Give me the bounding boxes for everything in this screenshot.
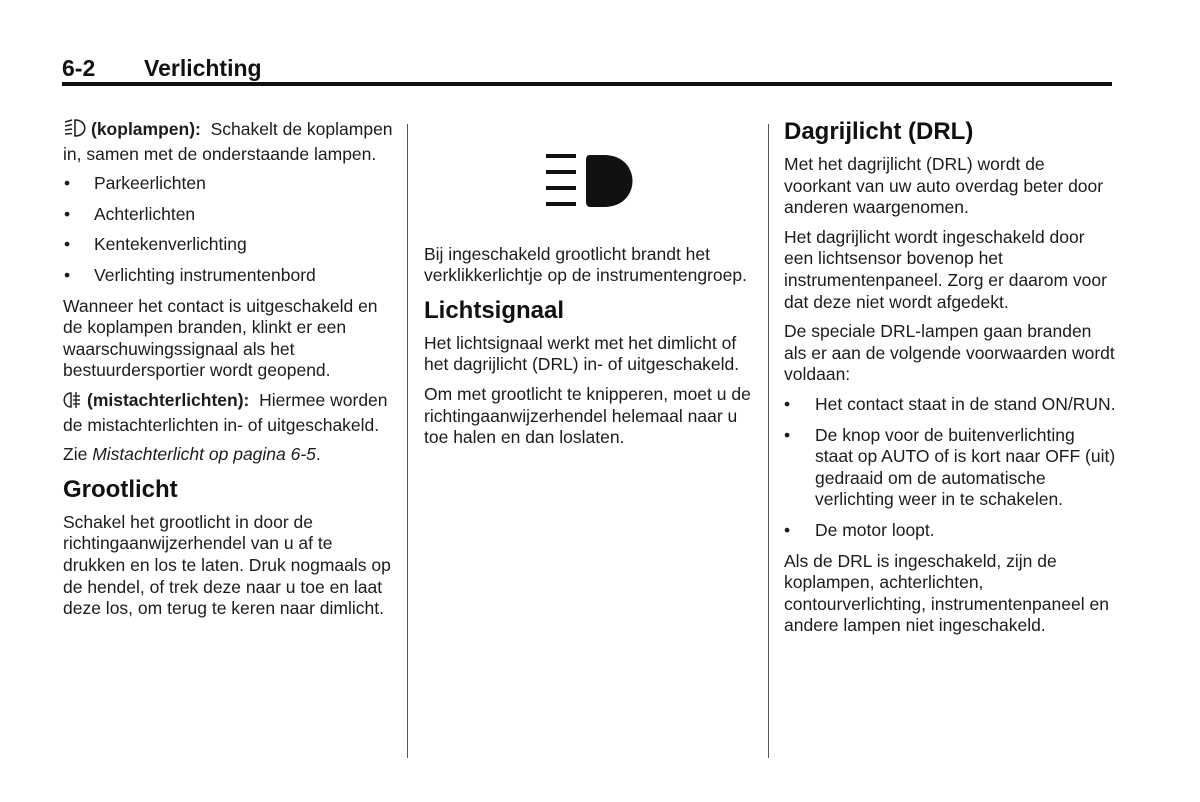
drl-paragraph-2: Het dagrijlicht wordt ingeschakeld door een lichtsensor bovenop het instrumentenpaneel. Zorg er daarom voor dat deze niet wordt afgedekt. bbox=[784, 226, 1107, 312]
column-divider bbox=[407, 124, 408, 758]
koplampen-list bbox=[63, 173, 395, 286]
page-number: 6-2 bbox=[62, 55, 96, 81]
see-reference-link: Mistachterlicht op pagina 6-5 bbox=[92, 444, 316, 465]
indicator-paragraph: Bij ingeschakeld grootlicht brandt het verklikkerlichtje op de instrumentengroep. bbox=[424, 243, 747, 286]
high-beam-icon bbox=[542, 152, 754, 216]
list-item: • Kentekenverlichting bbox=[64, 234, 247, 255]
list-item: • Achterlichten bbox=[64, 203, 196, 224]
koplampen-paragraph bbox=[63, 118, 395, 165]
bullet-mark: • bbox=[784, 424, 791, 445]
bullet-mark: • bbox=[64, 203, 71, 224]
list-item: • Parkeerlichten bbox=[64, 173, 206, 194]
headlamp-icon bbox=[63, 118, 87, 144]
drl-conditions-list bbox=[784, 394, 1116, 542]
grootlicht-heading: Grootlicht bbox=[63, 475, 178, 503]
rear-fog-lamp-icon bbox=[63, 391, 83, 415]
mist-paragraph bbox=[63, 390, 395, 436]
grootlicht-paragraph: Schakel het grootlicht in door de richtingaanwijzerhendel van u af te drukken en los te laten. Druk nogmaals op de hendel, of trek deze naar u toe en laat deze los, om terug te keren naar dimlicht. bbox=[63, 511, 391, 619]
bullet-mark: • bbox=[64, 173, 71, 194]
page-title: Verlichting bbox=[144, 55, 262, 81]
column-right bbox=[784, 118, 1116, 645]
list-item: • De motor loopt. bbox=[784, 519, 935, 540]
drl-paragraph-1: Met het dagrijlicht (DRL) wordt de voorkant van uw auto overdag beter door anderen waargenomen. bbox=[784, 154, 1104, 218]
list-item: • De knop voor de buitenverlichting staat op AUTO of is kort naar OFF (uit) gedraaid om de automatische verlichting weer in te schakelen. bbox=[784, 424, 1116, 510]
header-rule bbox=[62, 82, 1112, 86]
bullet-mark: • bbox=[784, 393, 791, 414]
warning-paragraph: Wanneer het contact is uitgeschakeld en de koplampen branden, klinkt er een waarschuwingssignaal als het bestuurdersportier wordt geopend. bbox=[63, 295, 378, 381]
lichtsignaal-paragraph-1: Het lichtsignaal werkt met het dimlicht of het dagrijlicht (DRL) in- of uitgeschakeld. bbox=[424, 332, 740, 375]
bullet-mark: • bbox=[64, 264, 71, 285]
mist-label: (mistachterlichten): bbox=[87, 389, 250, 410]
column-left bbox=[63, 118, 395, 628]
lichtsignaal-heading: Lichtsignaal bbox=[424, 296, 565, 324]
column-divider bbox=[768, 124, 769, 758]
drl-paragraph-3: De speciale DRL-lampen gaan branden als er aan de volgende voorwaarden wordt voldaan: bbox=[784, 321, 1115, 385]
list-item: • Het contact staat in de stand ON/RUN. bbox=[784, 393, 1116, 414]
drl-heading: Dagrijlicht (DRL) bbox=[784, 118, 974, 145]
list-item: • Verlichting instrumentenbord bbox=[64, 264, 316, 285]
mist-text: Hiermee worden de mistachterlichten in- of uitgeschakeld. bbox=[63, 389, 388, 435]
see-reference-paragraph: Zie Mistachterlicht op pagina 6-5. bbox=[63, 444, 321, 465]
koplampen-text: Schakelt de koplampen in, samen met de onderstaande lampen. bbox=[63, 119, 393, 164]
column-middle bbox=[424, 118, 754, 457]
bullet-mark: • bbox=[784, 519, 791, 540]
koplampen-label: (koplampen): bbox=[91, 119, 201, 139]
lichtsignaal-paragraph-2: Om met grootlicht te knipperen, moet u de richtingaanwijzerhendel helemaal naar u toe halen en dan loslaten. bbox=[424, 383, 751, 448]
drl-paragraph-4: Als de DRL is ingeschakeld, zijn de koplampen, achterlichten, contourverlichting, instrumentenpaneel en andere lampen niet ingeschakeld. bbox=[784, 550, 1109, 636]
page-header bbox=[62, 52, 1112, 86]
bullet-mark: • bbox=[64, 234, 71, 255]
